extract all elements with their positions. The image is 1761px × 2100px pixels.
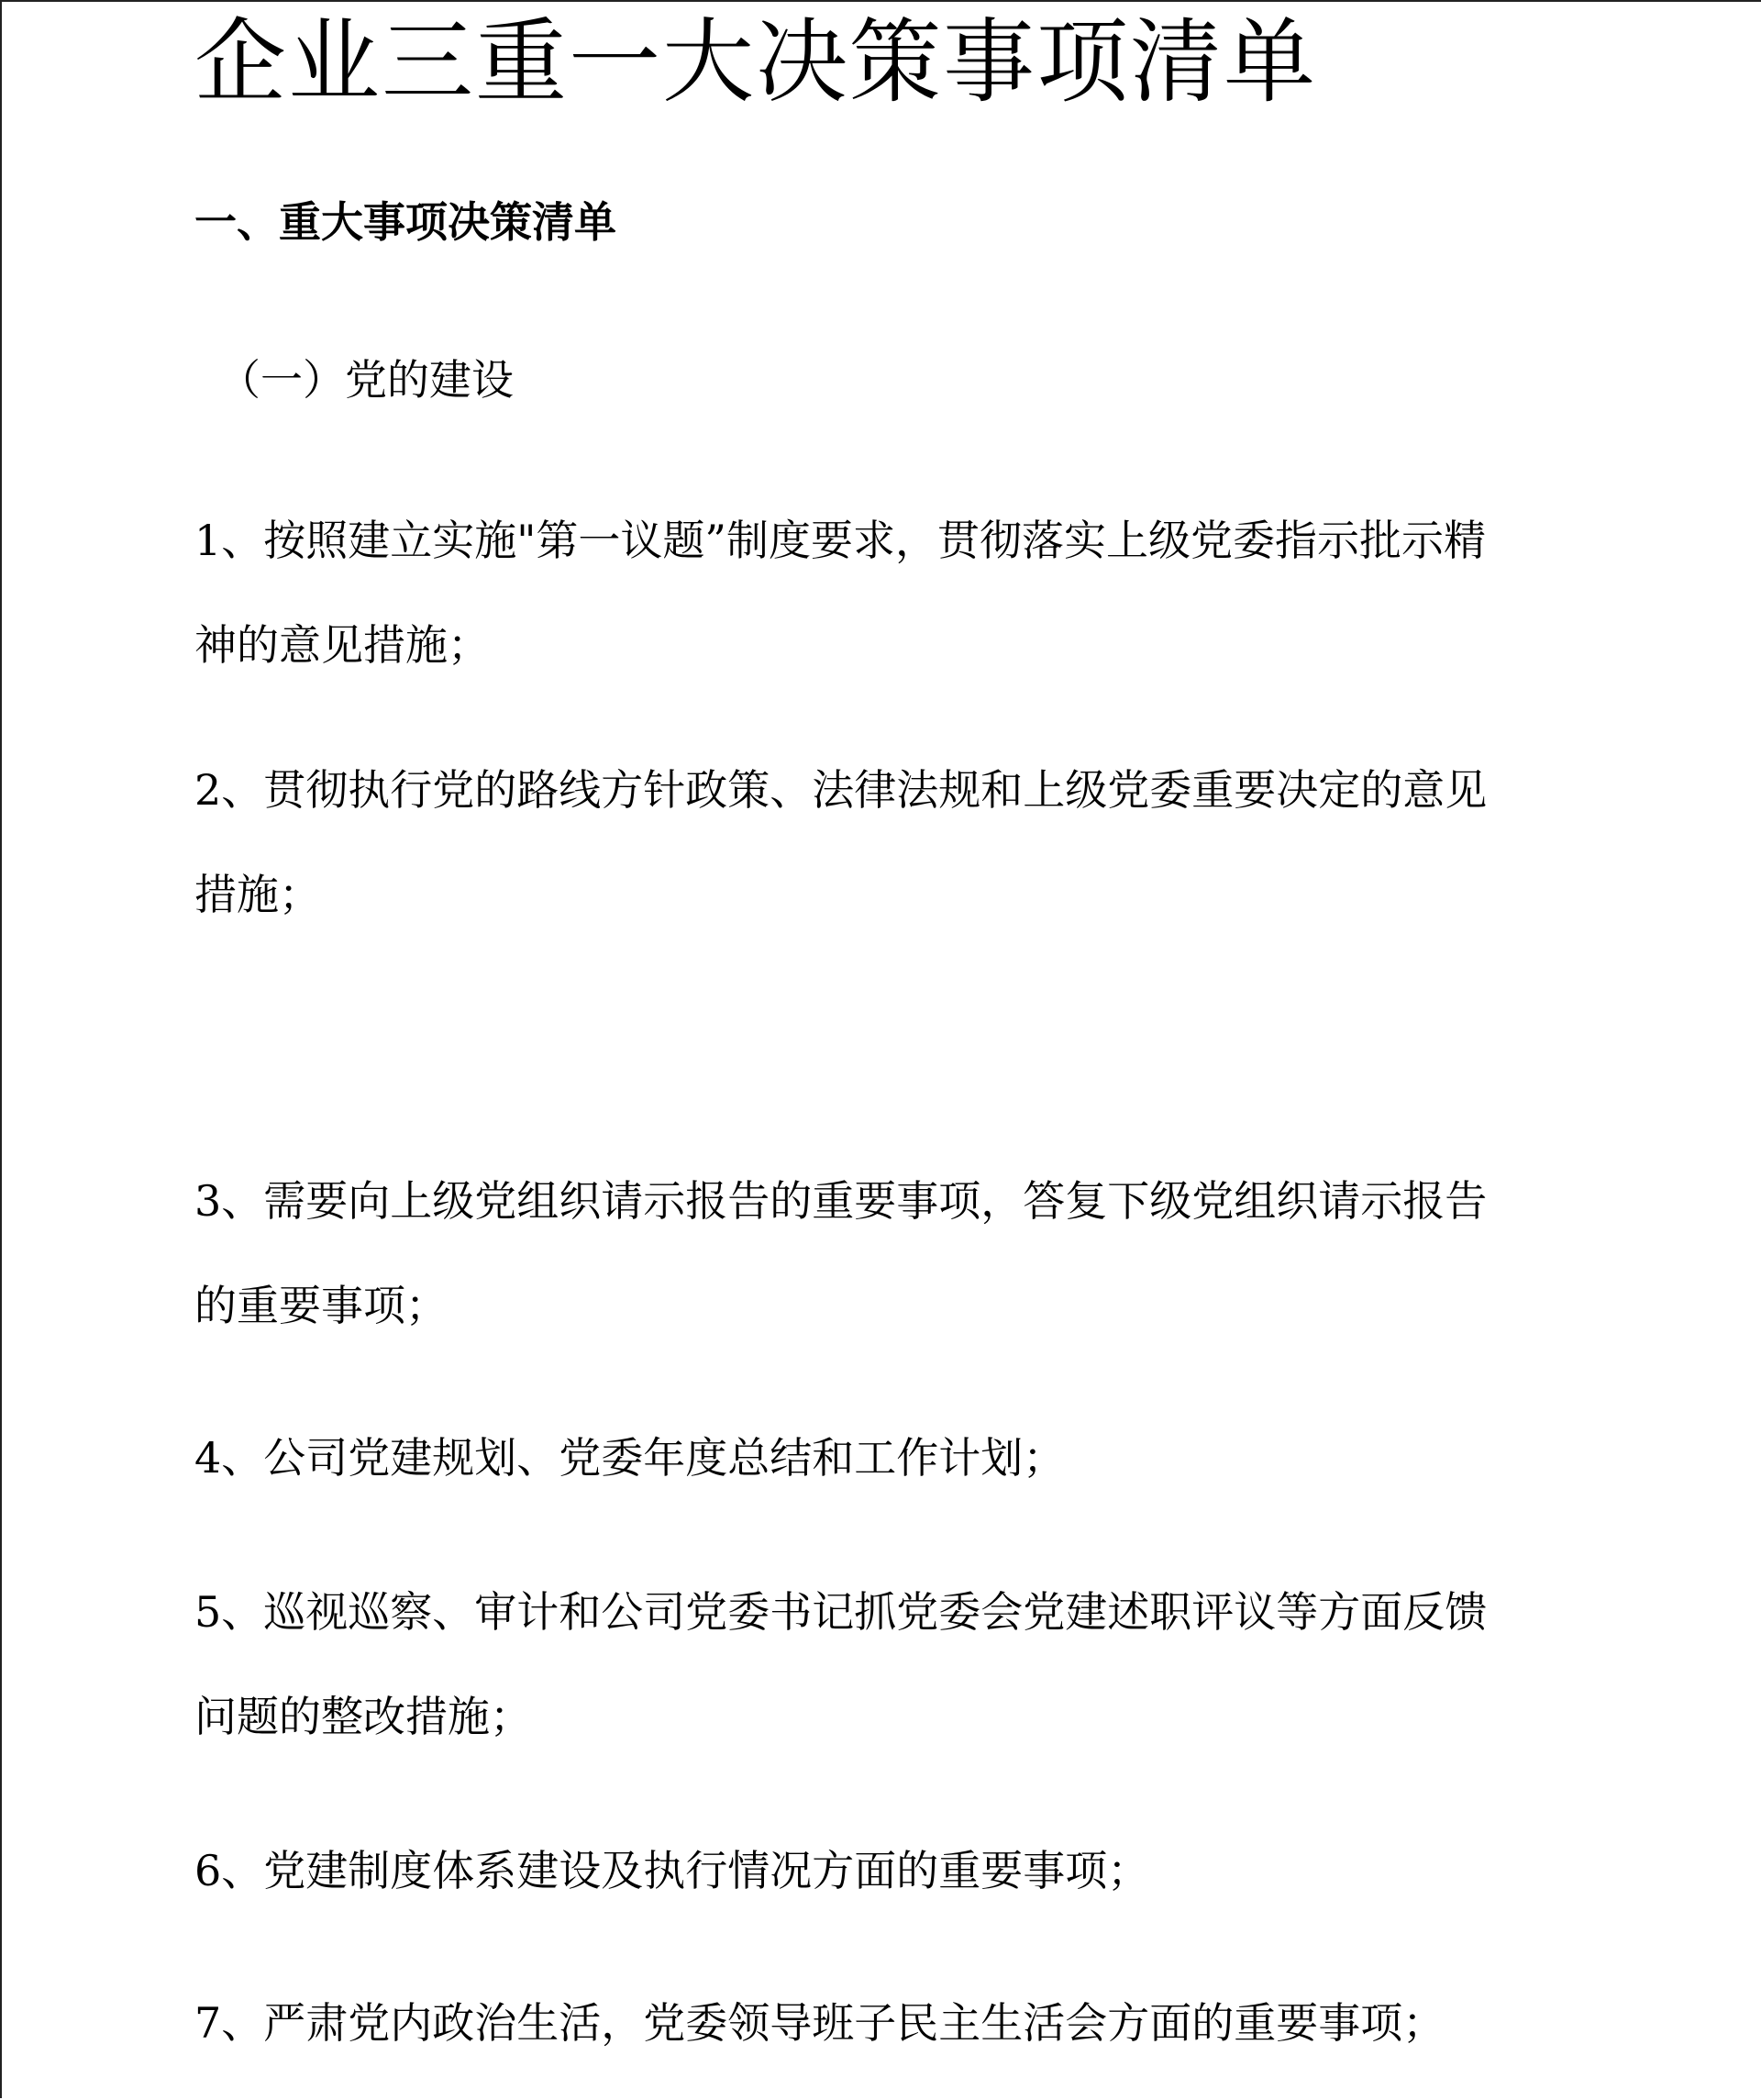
list-item-3 bbox=[194, 1149, 1543, 1358]
list-item-line: 神的意见措施； bbox=[194, 620, 490, 670]
list-item-line: 7、严肃党内政治生活，党委领导班子民主生活会方面的重要事项； bbox=[194, 1998, 1445, 2048]
section-heading: 一、重大事项决策清单 bbox=[194, 197, 616, 247]
list-item-line: 1、按照建立实施"第一议题”制度要求，贯彻落实上级党委指示批示精 bbox=[194, 516, 1486, 565]
list-item-line: 4、公司党建规划、党委年度总结和工作计划； bbox=[194, 1433, 1066, 1483]
list-item-6 bbox=[194, 1818, 1543, 1923]
list-item-line: 问题的整改措施； bbox=[194, 1692, 532, 1741]
list-item-1 bbox=[194, 488, 1543, 697]
document-title: 企业三重一大决策事项清单 bbox=[194, 8, 1317, 116]
list-item-line: 2、贯彻执行党的路线方针政策、法律法规和上级党委重要决定的意见 bbox=[194, 765, 1488, 815]
list-item-line: 的重要事项； bbox=[194, 1281, 448, 1330]
list-item-5 bbox=[194, 1560, 1543, 1769]
subsection-heading: （一）党的建设 bbox=[218, 355, 514, 405]
list-item-2 bbox=[194, 738, 1543, 947]
list-item-line: 6、党建制度体系建设及执行情况方面的重要事项； bbox=[194, 1846, 1150, 1895]
document-page bbox=[2, 2, 1761, 2100]
list-item-line: 措施； bbox=[194, 870, 321, 919]
list-item-line: 5、巡视巡察、审计和公司党委书记抓党委会党建述职评议等方面反馈 bbox=[194, 1587, 1488, 1637]
list-item-7 bbox=[194, 1971, 1543, 2075]
list-item-line: 3、需要向上级党组织请示报告的重要事项，答复下级党组织请示报告 bbox=[194, 1176, 1488, 1226]
list-item-4 bbox=[194, 1406, 1543, 1510]
